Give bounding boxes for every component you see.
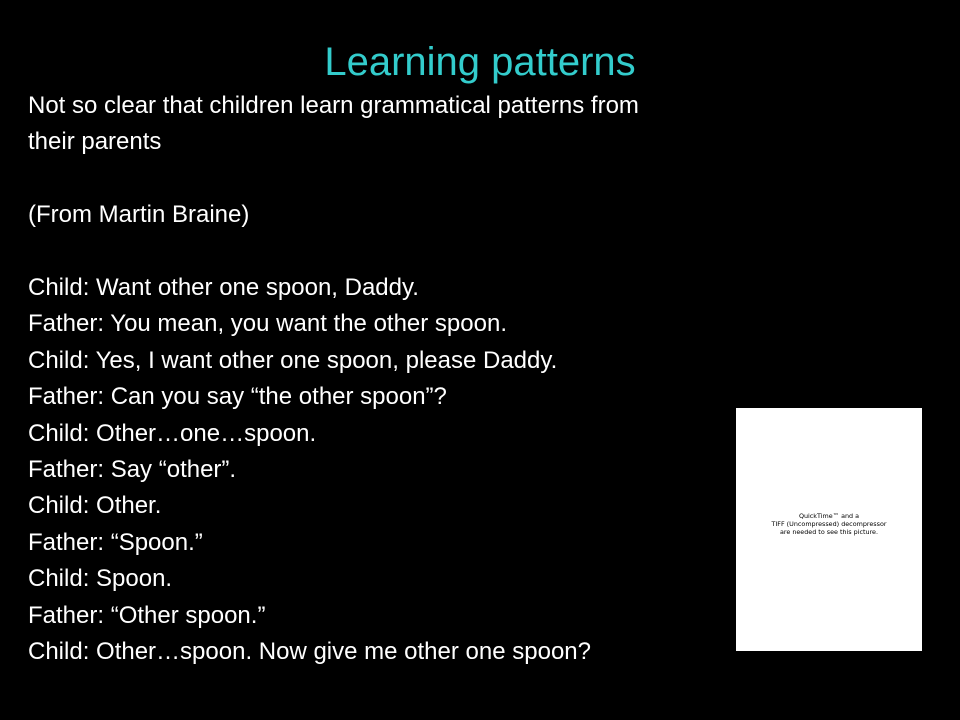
dialogue-line: Father: Can you say “the other spoon”? <box>28 383 447 411</box>
dialogue-line: Father: “Spoon.” <box>28 528 203 556</box>
dialogue-line: Father: You mean, you want the other spoon. <box>28 310 507 338</box>
dialogue-line: Father: Say “other”. <box>28 456 237 484</box>
dialogue-line: Child: Other…spoon. Now give me other one spoon? <box>28 638 591 666</box>
missing-picture-placeholder <box>736 408 922 651</box>
spacer <box>28 234 928 270</box>
dialogue-line: Child: Spoon. <box>28 565 173 593</box>
dialogue-line: Child: Want other one spoon, Daddy. <box>28 274 419 301</box>
placeholder-caption <box>736 512 922 537</box>
source-line: (From Martin Braine) <box>28 201 250 229</box>
slide-title: Learning patterns <box>324 40 636 84</box>
dialogue-line: Child: Yes, I want other one spoon, please Daddy. <box>28 346 558 374</box>
placeholder-caption-line: TIFF (Uncompressed) decompressor <box>771 520 887 529</box>
placeholder-caption-line: are needed to see this picture. <box>779 528 879 537</box>
dialogue-line: Child: Other…one…spoon. <box>28 419 317 447</box>
dialogue-line: Child: Other. <box>28 492 162 520</box>
intro-line: Not so clear that children learn grammatical patterns from <box>28 92 639 119</box>
spacer <box>28 161 928 197</box>
placeholder-caption-line: QuickTime™ and a <box>798 512 860 520</box>
dialogue-line: Father: “Other spoon.” <box>28 601 266 629</box>
intro-line: their parents <box>28 128 162 156</box>
